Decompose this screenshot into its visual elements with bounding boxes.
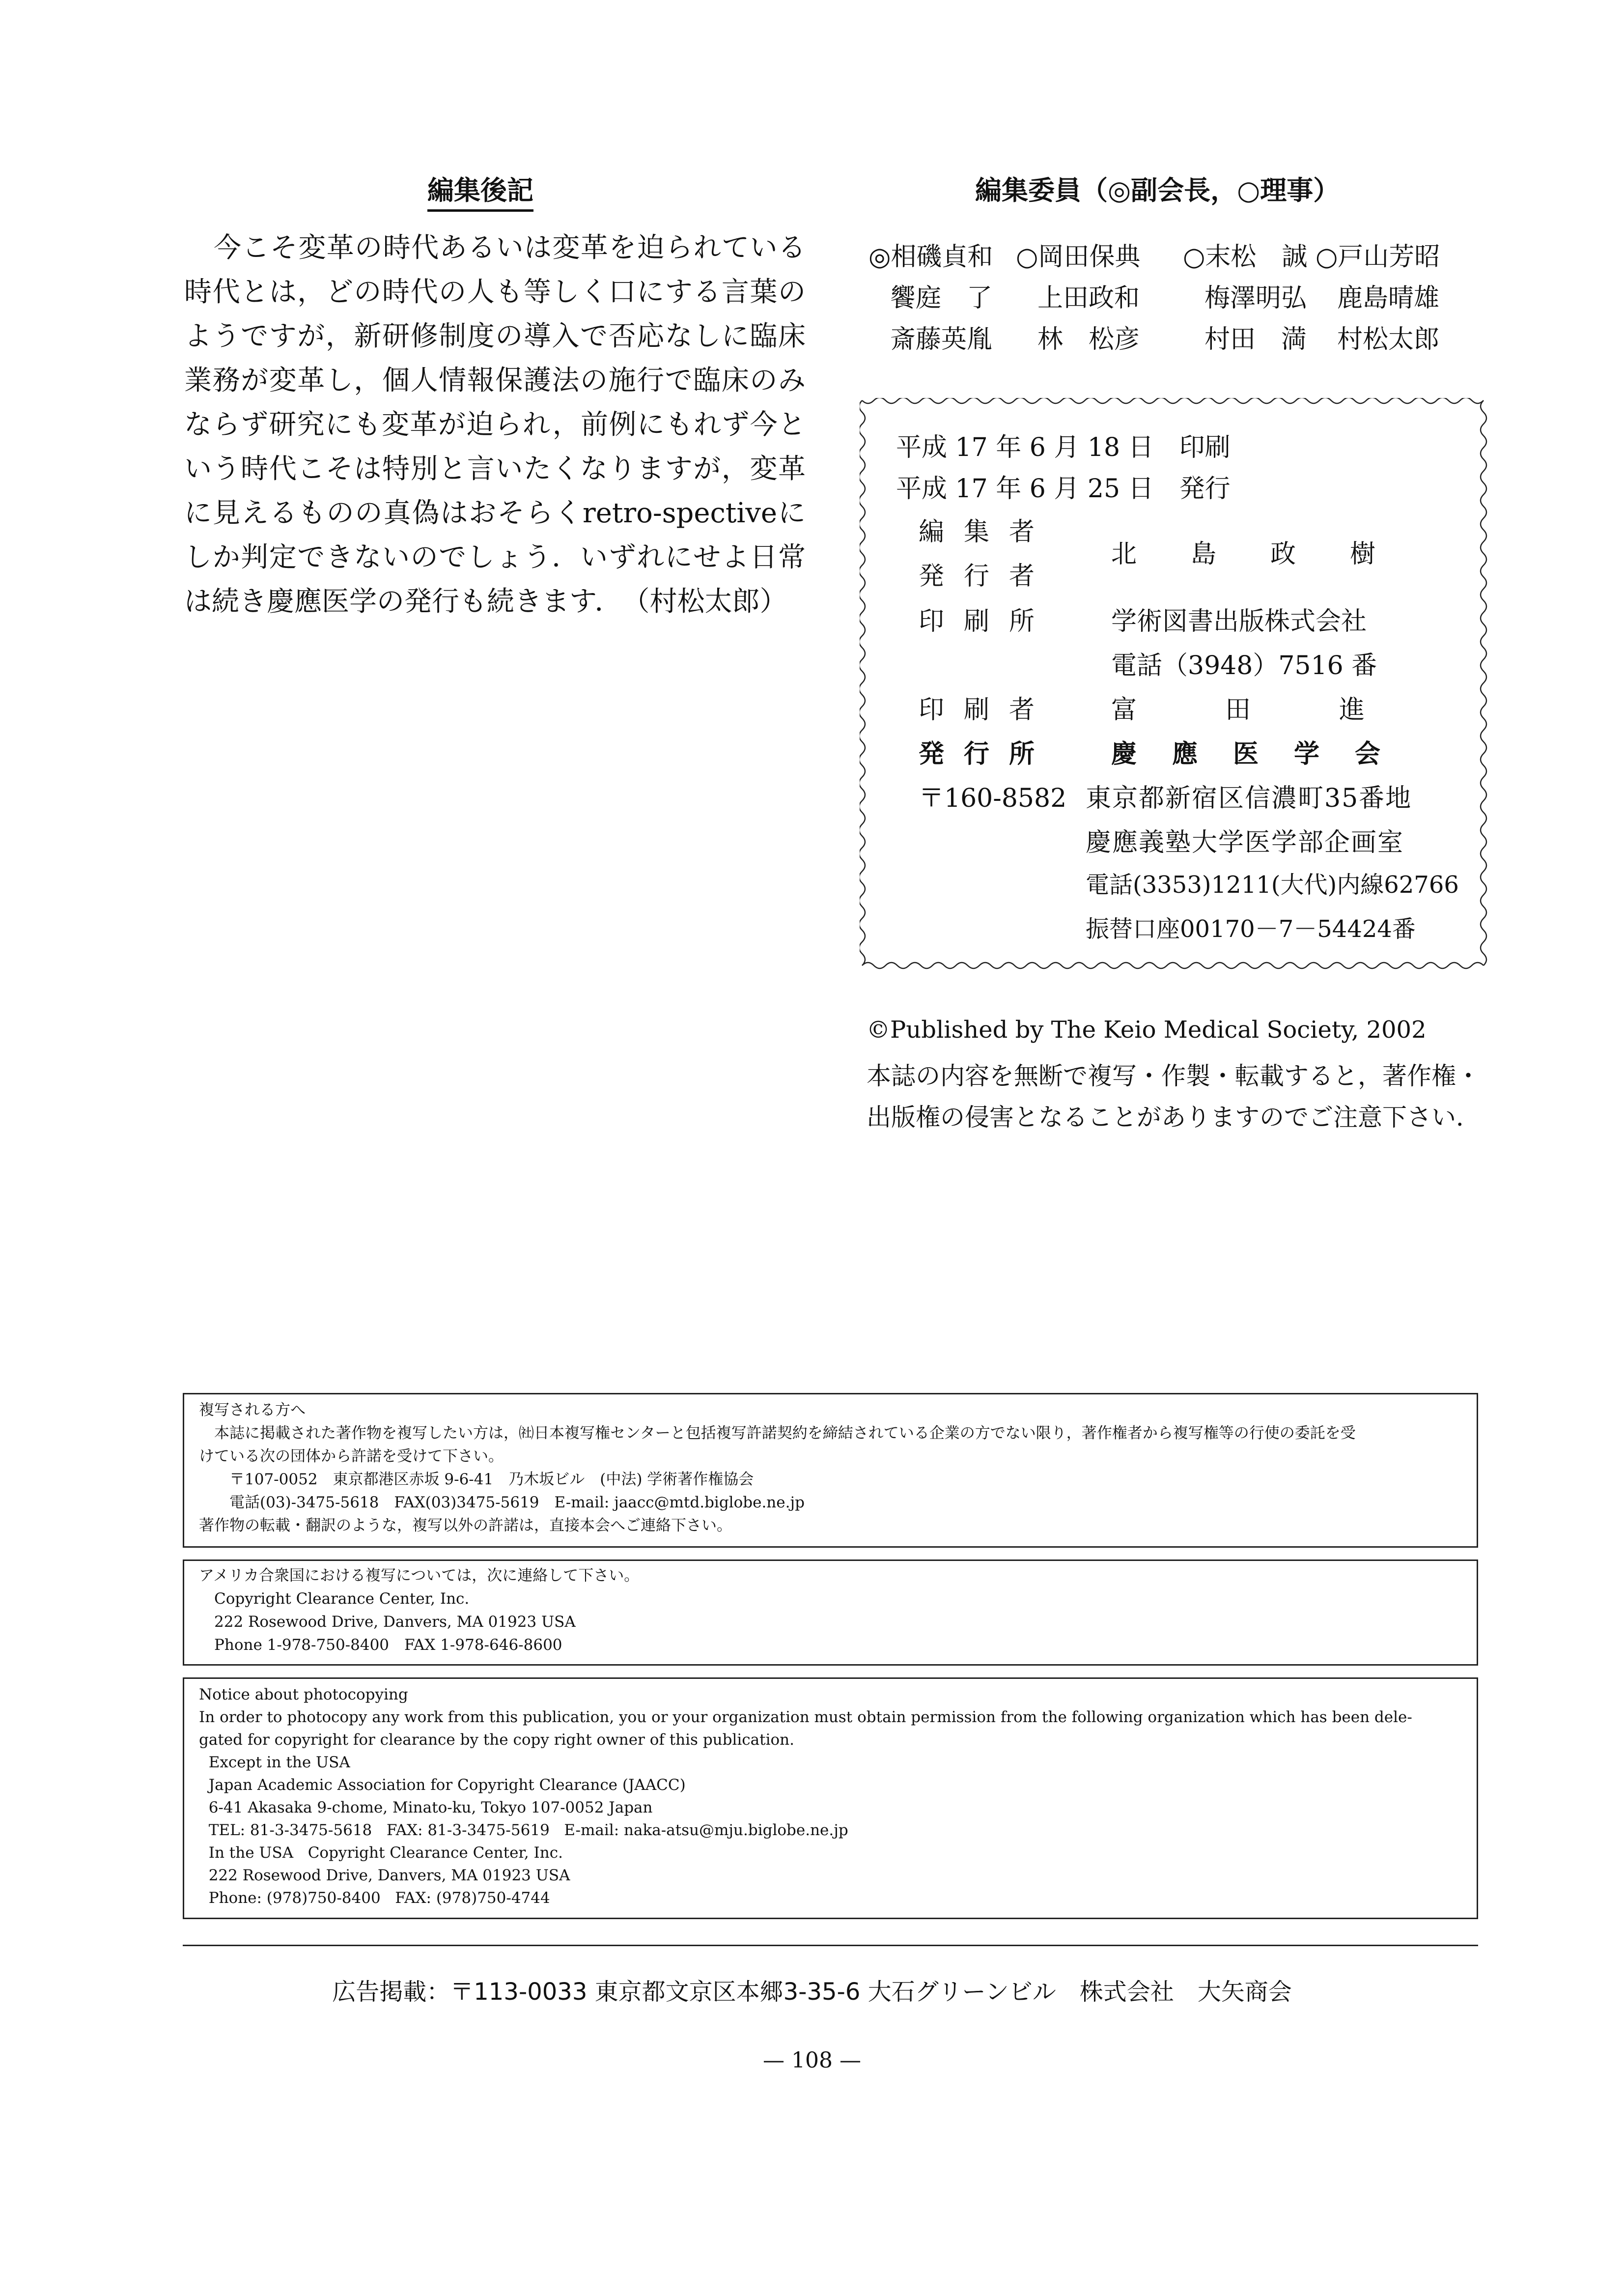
photocopy-notice-usa: [183, 1559, 1478, 1666]
committee-member: 鹿島晴雄: [1337, 283, 1440, 313]
committee-member: 斎藤英胤: [890, 325, 993, 354]
address-line-1: 東京都新宿区信濃町35番地: [1086, 784, 1412, 813]
photocopy-notice-english: [183, 1677, 1478, 1919]
advertising-contact: 広告掲載：〒113-0033 東京都文京区本郷3-35-6 大石グリーンビル 株式会社 大矢商会: [332, 1978, 1292, 2006]
notice-line: Copyright Clearance Center, Inc.: [199, 1590, 470, 1608]
committee-member: 饗庭 了: [890, 283, 993, 313]
notice-line: 本誌に掲載された著作物を複写したい方は，㈳日本複写権センターと包括複写許諾契約を締結されている企業の方でない限り，著作権者から複写権等の行使の委託を受: [199, 1424, 1356, 1442]
notice-line: Japan Academic Association for Copyright Clearance (JAACC): [199, 1776, 686, 1794]
printer-phone: 電話（3948）7516 番: [1111, 651, 1377, 680]
publisher-label: 発行者: [919, 562, 1055, 591]
notice-line: In the USA Copyright Clearance Center, Inc.: [199, 1844, 563, 1862]
copyright-warning-1: 本誌の内容を無断で複写・作製・転載すると，著作権・: [867, 1062, 1481, 1090]
wavy-border-edge: [862, 963, 1484, 968]
committee-member: 林 松彦: [1037, 325, 1140, 354]
transfer-account: 振替口座00170－7－54424番: [1086, 915, 1416, 943]
printer-name: 学術図書出版株式会社: [1111, 607, 1367, 636]
printing-person-label: 印刷者: [919, 695, 1055, 725]
editor-name: 北島政樹: [1111, 539, 1430, 569]
committee-member: 梅澤明弘: [1204, 283, 1307, 313]
wavy-border-edge: [1481, 400, 1486, 965]
notice-line: Notice about photocopying: [199, 1686, 408, 1703]
notice-line: Except in the USA: [199, 1754, 350, 1771]
notice-line: 〒107-0052 東京都港区赤坂 9-6-41 乃木坂ビル (中法) 学術著作権協会: [199, 1471, 754, 1488]
committee-member: ◎相磯貞和: [868, 242, 993, 272]
editor-label: [919, 511, 1056, 548]
notice-line: gated for copyright for clearance by the copy right owner of this publication.: [199, 1731, 794, 1749]
committee-member: 村松太郎: [1337, 325, 1440, 354]
copyright-warning-2: 出版権の侵害となることがありますのでご注意下さい．: [867, 1103, 1481, 1132]
notice-line: 複写される方へ: [199, 1401, 306, 1419]
committee-member: ○末松 誠: [1183, 242, 1308, 272]
office-phone: 電話(3353)1211(大代)内線62766: [1086, 871, 1459, 899]
office-name: 慶應医学会: [1111, 739, 1416, 769]
notice-line: アメリカ合衆国における複写については，次に連絡して下さい。: [199, 1567, 640, 1585]
notice-line: 222 Rosewood Drive, Danvers, MA 01923 USA: [199, 1867, 570, 1884]
wavy-border-edge: [860, 400, 865, 965]
committee-title: 編集委員（◎副会長，○理事）: [975, 175, 1340, 206]
address-line-2: 慶應義塾大学医学部企画室: [1086, 828, 1404, 857]
wavy-border-edge: [862, 398, 1484, 403]
committee-member: ○戸山芳昭: [1316, 242, 1440, 272]
copyright-line: ©Published by The Keio Medical Society, 2002: [867, 1016, 1427, 1044]
postal-code: 〒160-8582: [919, 784, 1067, 813]
divider-line: [183, 1945, 1478, 1946]
afterword-body: 今こそ変革の時代あるいは変革を迫られている時代とは，どの時代の人も等しく口にする言葉のようですが，新研修制度の導入で否応なしに臨床業務が変革し，個人情報保護法の施行で臨床のみならず研究にも変革が迫られ，前例にもれず今という時代こそは特別と言いたくなりますが，変革に見えるものの真偽はおそらくretro-spectiveにしか判定できないのでしょう．いずれにせよ日常は続き慶應医学の発行も続きます． （村松太郎）: [184, 232, 806, 618]
printer-label: 印刷所: [919, 607, 1055, 636]
print-date: 平成 17 年 6 月 18 日 印刷: [896, 433, 1231, 462]
notice-line: Phone: (978)750-8400 FAX: (978)750-4744: [199, 1889, 550, 1907]
afterword-title: 編集後記: [427, 170, 533, 212]
printing-person-name: 富田進: [1111, 695, 1454, 725]
photocopy-notice-japanese: [183, 1393, 1478, 1548]
office-label: 発行所: [919, 739, 1055, 769]
notice-line: 著作物の転載・翻訳のような，複写以外の許諾は，直接本会へご連絡下さい。: [199, 1517, 732, 1534]
committee-member: 村田 満: [1204, 325, 1307, 354]
notice-line: 電話(03)-3475-5618 FAX(03)3475-5619 E-mail: jaacc@mtd.biglobe.ne.jp: [199, 1494, 805, 1511]
page-number: — 108 —: [763, 2048, 861, 2073]
notice-line: In order to photocopy any work from this publication, you or your organization must obtain permission from the following organization which has been dele-: [199, 1708, 1412, 1726]
committee-member: ○岡田保典: [1016, 242, 1141, 272]
notice-line: Phone 1-978-750-8400 FAX 1-978-646-8600: [199, 1636, 562, 1654]
notice-line: けている次の団体から許諾を受けて下さい。: [199, 1447, 504, 1465]
issue-date: 平成 17 年 6 月 25 日 発行: [896, 474, 1231, 504]
editor-label-text: 編集者: [919, 517, 1055, 547]
committee-member: 上田政和: [1037, 283, 1140, 313]
notice-line: 222 Rosewood Drive, Danvers, MA 01923 USA: [199, 1613, 576, 1631]
notice-line: TEL: 81-3-3475-5618 FAX: 81-3-3475-5619 E-mail: naka-atsu@mju.biglobe.ne.jp: [199, 1821, 848, 1839]
notice-line: 6-41 Akasaka 9-chome, Minato-ku, Tokyo 107-0052 Japan: [199, 1799, 653, 1816]
